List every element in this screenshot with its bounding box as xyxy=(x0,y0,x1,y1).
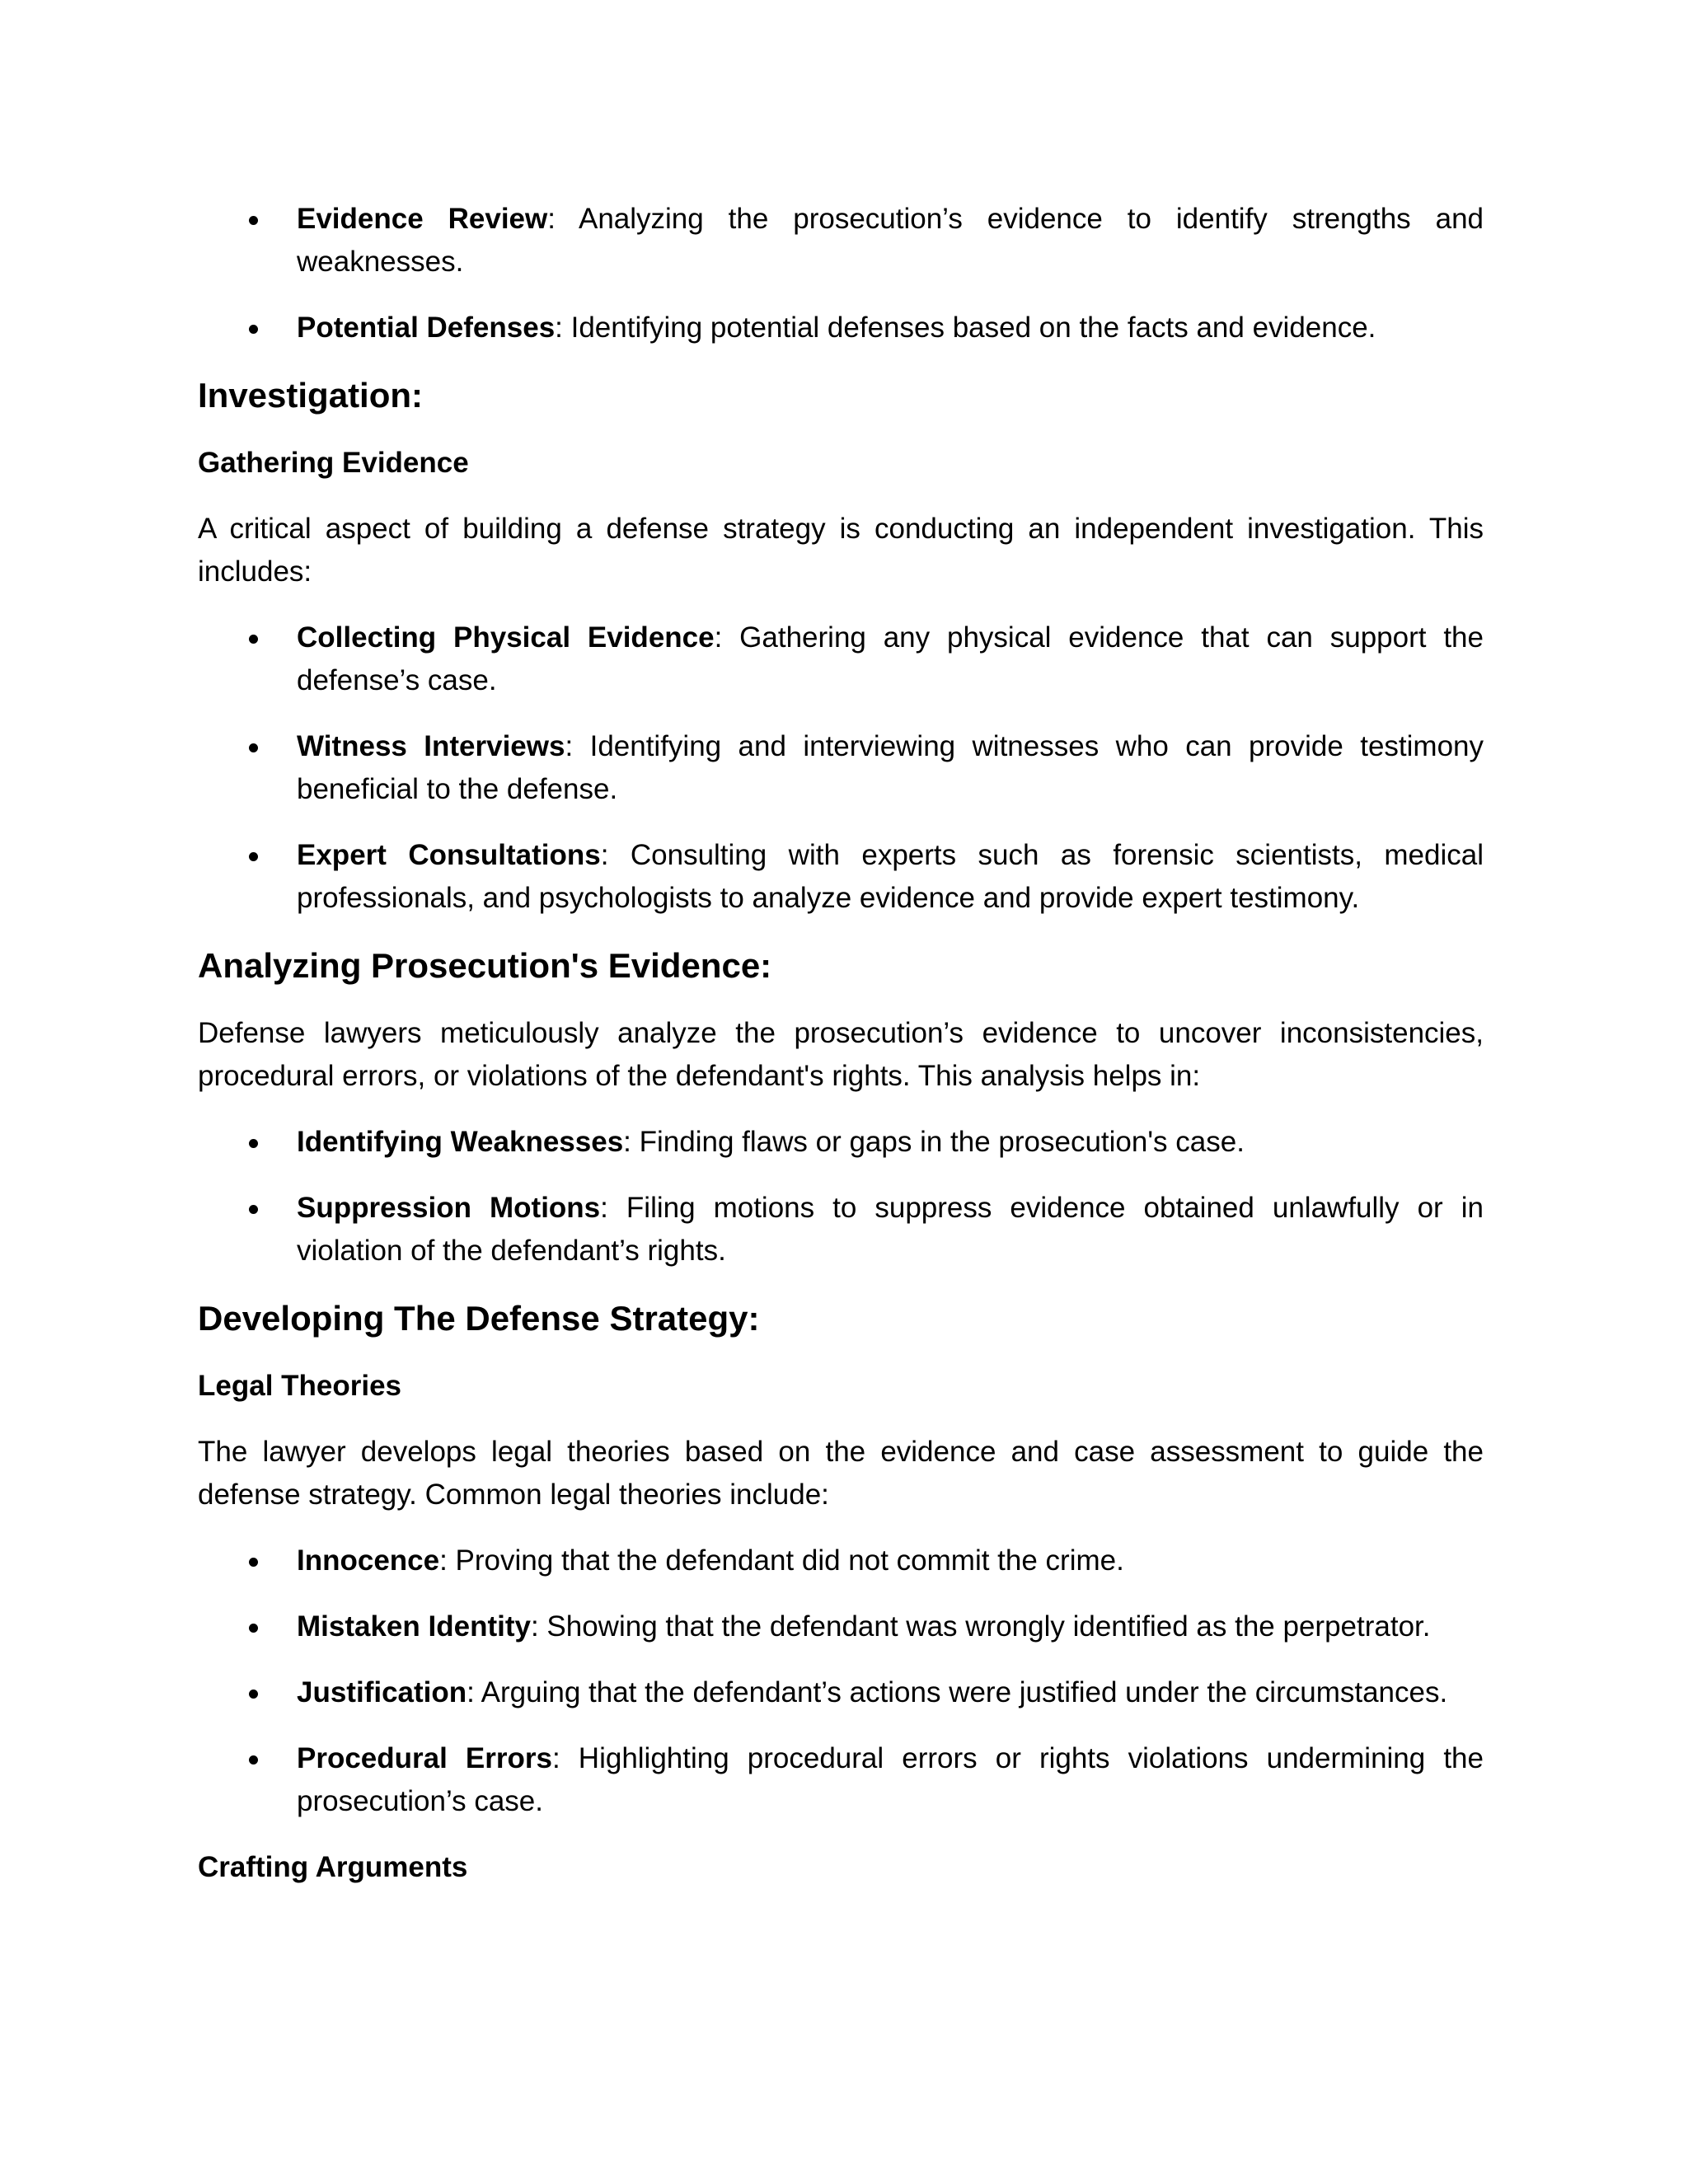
analyzing-intro: Defense lawyers meticulously analyze the prosecution’s evidence to uncover inconsistencies, procedural errors, or violations of the defendant's rights. This analysis helps in: xyxy=(198,1017,1484,1092)
list-item-term: Identifying Weaknesses xyxy=(297,1126,624,1158)
bullet-icon xyxy=(249,635,258,644)
list-item-term: Suppression Motions xyxy=(297,1192,601,1224)
list-item xyxy=(198,1737,1484,1823)
list-item-text: : Gathering any physical evidence that can support the defense’s case. xyxy=(297,621,1484,696)
bullet-icon xyxy=(249,1139,258,1148)
list-item xyxy=(198,834,1484,920)
list-item xyxy=(198,1121,1484,1164)
list-item xyxy=(198,1187,1484,1272)
bullet-icon xyxy=(249,1205,258,1214)
list-item-term: Procedural Errors xyxy=(297,1742,552,1774)
bullet-icon xyxy=(249,1624,258,1633)
list-item xyxy=(198,1671,1484,1714)
assessment-list xyxy=(198,198,1484,349)
investigation-intro: A critical aspect of building a defense strategy is conducting an independent investigation. This includes: xyxy=(198,513,1484,588)
list-item-text: : Filing motions to suppress evidence obtained unlawfully or in violation of the defendant’s rights. xyxy=(297,1192,1484,1267)
list-item-term: Collecting Physical Evidence xyxy=(297,621,715,654)
bullet-icon xyxy=(249,1755,258,1765)
section-heading-developing: Developing The Defense Strategy: xyxy=(198,1299,760,1338)
section-heading-investigation: Investigation: xyxy=(198,376,424,415)
list-item xyxy=(198,725,1484,811)
subheading-crafting-arguments: Crafting Arguments xyxy=(198,1851,468,1883)
section-heading-analyzing: Analyzing Prosecution's Evidence: xyxy=(198,946,772,985)
list-item-term: Justification xyxy=(297,1676,467,1708)
list-item xyxy=(198,198,1484,284)
list-item-term: Evidence Review xyxy=(297,203,548,235)
bullet-icon xyxy=(249,1690,258,1699)
bullet-icon xyxy=(249,325,258,334)
list-item-text: : Identifying potential defenses based on the facts and evidence. xyxy=(555,312,1376,344)
list-item-text: : Arguing that the defendant’s actions were justified under the circumstances. xyxy=(467,1676,1448,1708)
bullet-icon xyxy=(249,1558,258,1567)
investigation-list xyxy=(198,616,1484,920)
list-item-term: Potential Defenses xyxy=(297,312,556,344)
list-item-text: : Identifying and interviewing witnesses who can provide testimony beneficial to the defense. xyxy=(297,730,1484,805)
list-item xyxy=(198,1540,1484,1582)
list-item xyxy=(198,616,1484,702)
subheading-gathering-evidence: Gathering Evidence xyxy=(198,447,469,479)
bullet-icon xyxy=(249,852,258,861)
list-item-text: : Consulting with experts such as forensic scientists, medical professionals, and psychologists to analyze evidence and provide expert testimony. xyxy=(297,839,1484,914)
bullet-icon xyxy=(249,216,258,225)
list-item-text: : Highlighting procedural errors or rights violations undermining the prosecution’s case. xyxy=(297,1742,1484,1817)
list-item-term: Expert Consultations xyxy=(297,839,601,871)
list-item-text: : Showing that the defendant was wrongly identified as the perpetrator. xyxy=(530,1610,1431,1643)
subheading-legal-theories: Legal Theories xyxy=(198,1370,402,1402)
list-item-text: : Proving that the defendant did not commit the crime. xyxy=(439,1544,1124,1577)
developing-intro: The lawyer develops legal theories based on the evidence and case assessment to guide the defense strategy. Common legal theories include: xyxy=(198,1436,1484,1511)
list-item-term: Innocence xyxy=(297,1544,440,1577)
list-item-text: : Finding flaws or gaps in the prosecution's case. xyxy=(623,1126,1245,1158)
list-item xyxy=(198,1605,1484,1648)
list-item-text: : Analyzing the prosecution’s evidence to identify strengths and weaknesses. xyxy=(297,203,1484,278)
list-item-term: Mistaken Identity xyxy=(297,1610,531,1643)
bullet-icon xyxy=(249,743,258,752)
list-item-term: Witness Interviews xyxy=(297,730,565,762)
list-item xyxy=(198,307,1484,349)
document-body xyxy=(198,198,1484,1912)
analyzing-list xyxy=(198,1121,1484,1272)
legal-theories-list xyxy=(198,1540,1484,1823)
